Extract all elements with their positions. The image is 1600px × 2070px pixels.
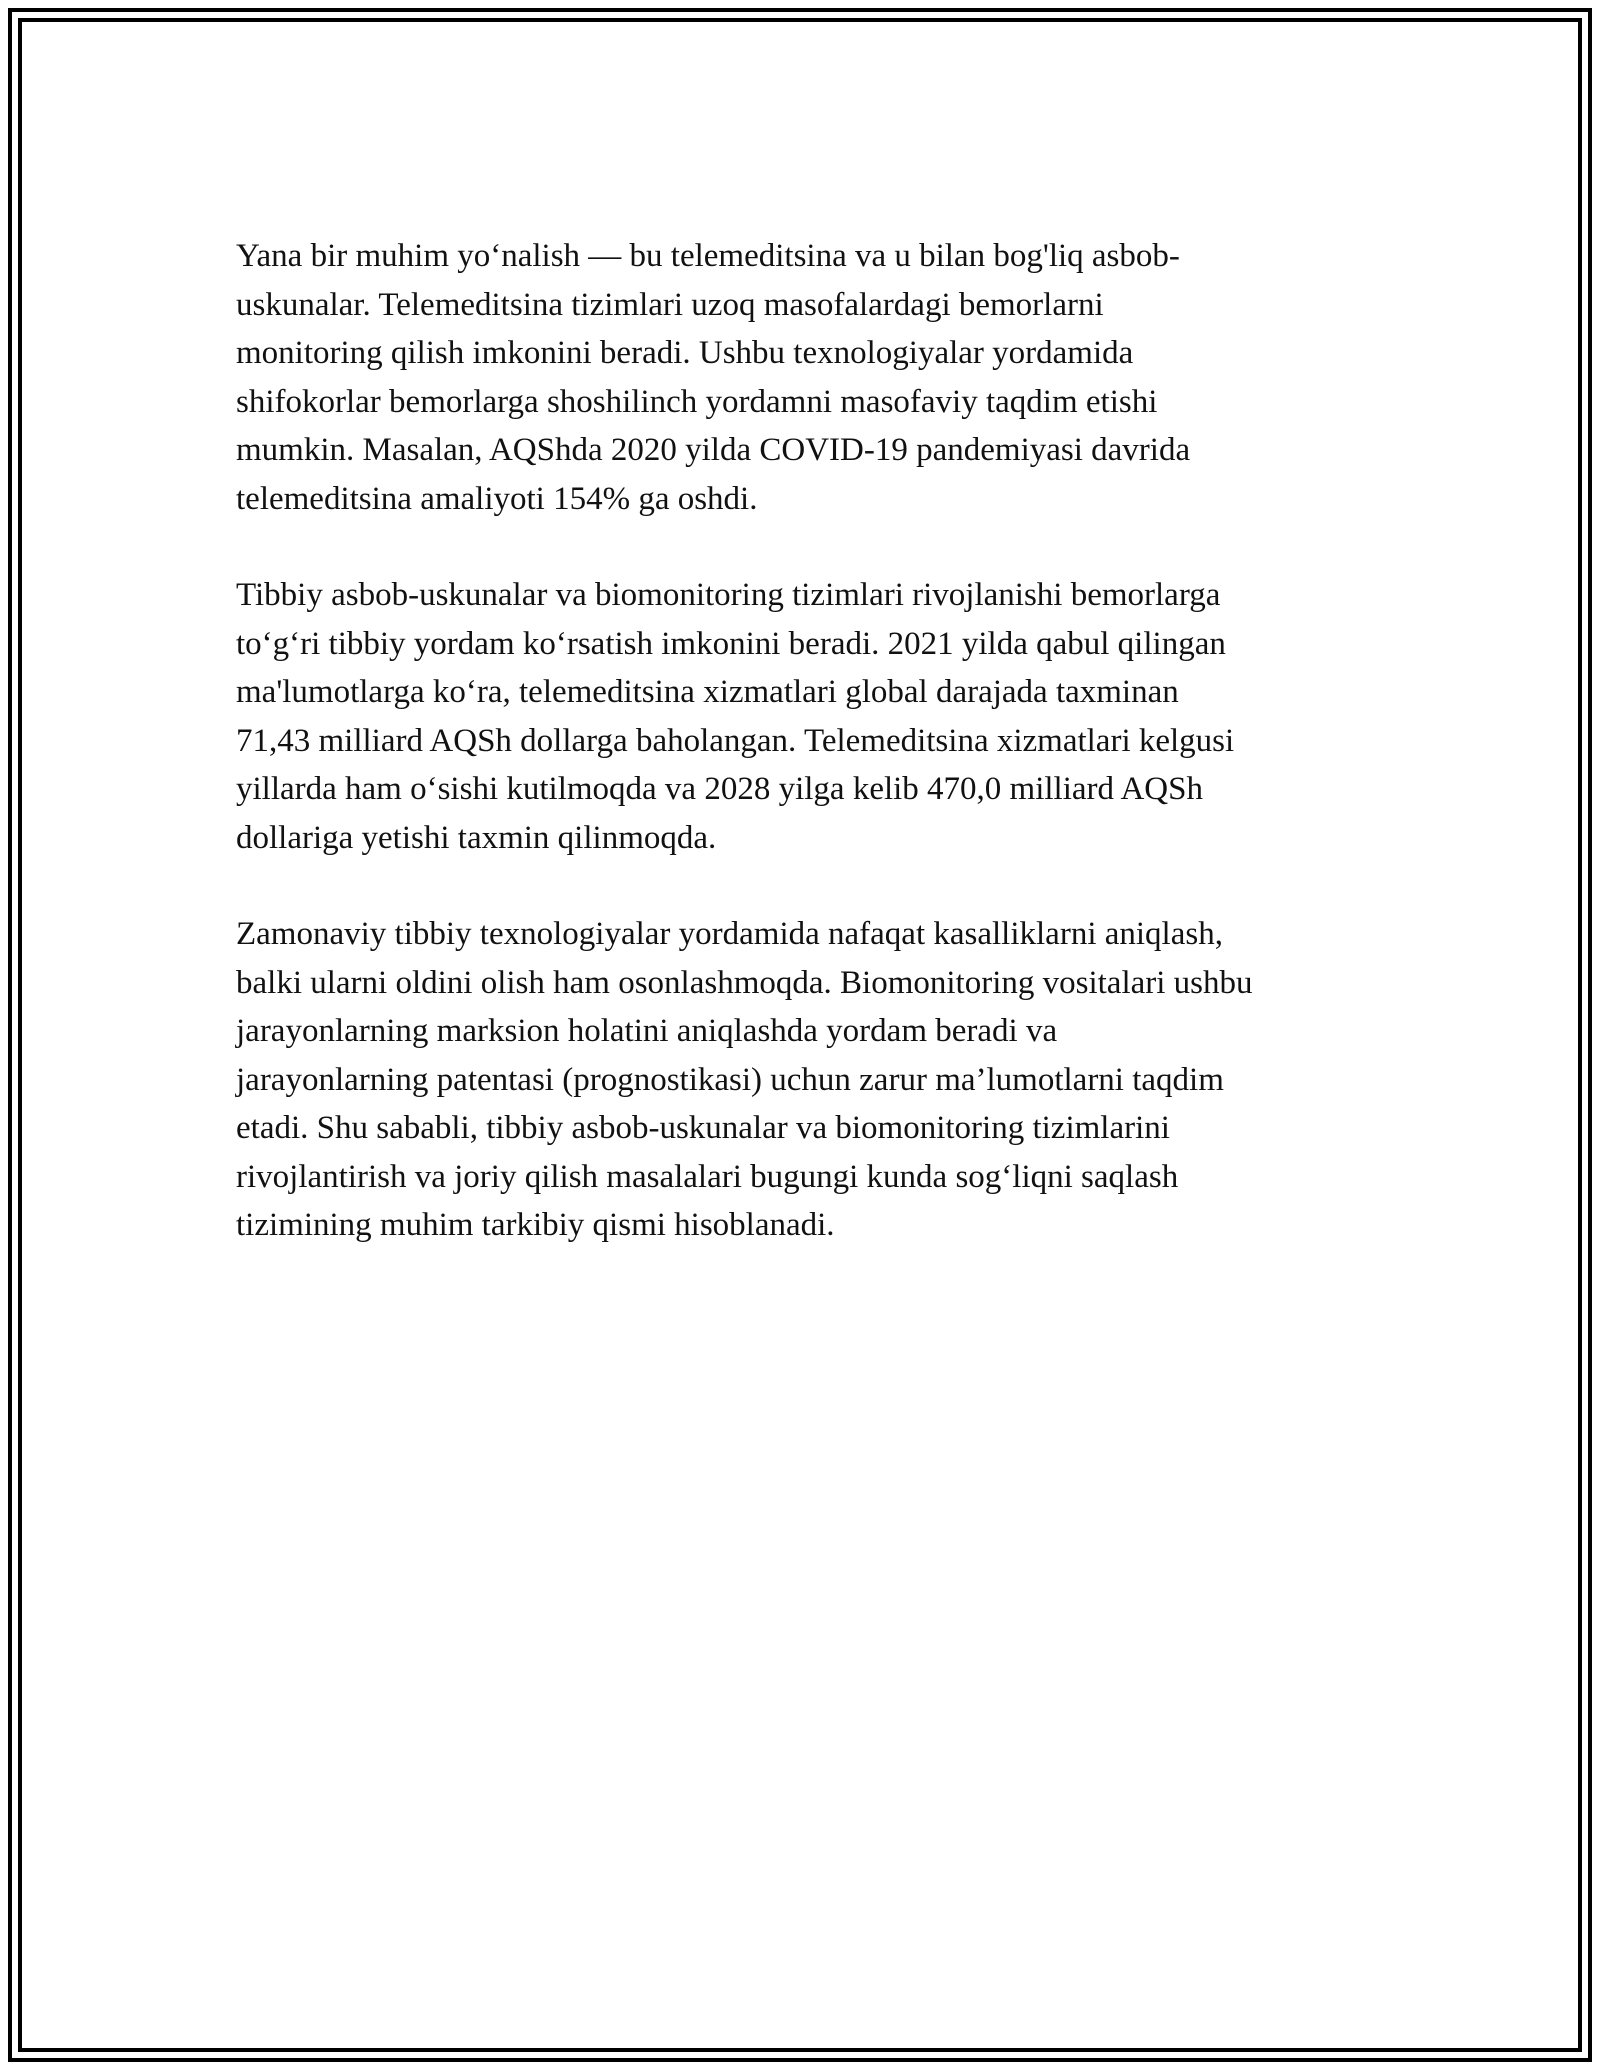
paragraph-line: dollariga yetishi taxmin qilinmoqda. bbox=[236, 819, 717, 856]
paragraph-line: shifokorlar bemorlarga shoshilinch yordamni masofaviy taqdim etishi bbox=[236, 383, 1158, 420]
paragraph-biomonitoring bbox=[236, 571, 1366, 862]
paragraph-line: mumkin. Masalan, AQShda 2020 yilda COVID-19 pandemiyasi davrida bbox=[236, 432, 1191, 468]
document-body bbox=[236, 232, 1366, 1298]
paragraph-line: Tibbiy asbob-uskunalar va biomonitoring tizimlari rivojlanishi bemorlarga bbox=[236, 577, 1221, 613]
paragraph-telemedicine bbox=[236, 232, 1366, 523]
paragraph-line: telemeditsina amaliyoti 154% ga oshdi. bbox=[236, 480, 758, 517]
paragraph-line: yillarda ham o‘sishi kutilmoqda va 2028 yilga kelib 470,0 milliard AQSh bbox=[236, 771, 1203, 807]
paragraph-line: uskunalar. Telemeditsina tizimlari uzoq masofalardagi bemorlarni bbox=[236, 286, 1104, 323]
paragraph-line: rivojlantirish va joriy qilish masalalari bugungi kunda sog‘liqni saqlash bbox=[236, 1158, 1179, 1195]
paragraph-line: jarayonlarning marksion holatini aniqlashda yordam beradi va bbox=[236, 1013, 1058, 1049]
paragraph-line: tizimining muhim tarkibiy qismi hisoblanadi. bbox=[236, 1207, 835, 1243]
paragraph-line: to‘g‘ri tibbiy yordam ko‘rsatish imkonini beradi. 2021 yilda qabul qilingan bbox=[236, 625, 1226, 662]
paragraph-line: balki ularni oldini olish ham osonlashmoqda. Biomonitoring vositalari ushbu bbox=[236, 964, 1253, 1001]
paragraph-line: monitoring qilish imkonini beradi. Ushbu texnologiyalar yordamida bbox=[236, 335, 1134, 371]
paragraph-line: jarayonlarning patentasi (prognostikasi) uchun zarur ma’lumotlarni taqdim bbox=[236, 1061, 1224, 1098]
paragraph-line: etadi. Shu sababli, tibbiy asbob-uskunalar va biomonitoring tizimlarini bbox=[236, 1110, 1170, 1146]
paragraph-line: 71,43 milliard AQSh dollarga baholangan. Telemeditsina xizmatlari kelgusi bbox=[236, 722, 1235, 759]
paragraph-modern-technologies bbox=[236, 910, 1366, 1250]
paragraph-line: Zamonaviy tibbiy texnologiyalar yordamida nafaqat kasalliklarni aniqlash, bbox=[236, 916, 1223, 952]
paragraph-line: Yana bir muhim yo‘nalish — bu telemeditsina va u bilan bog'liq asbob- bbox=[236, 238, 1180, 274]
paragraph-line: ma'lumotlarga ko‘ra, telemeditsina xizmatlari global darajada taxminan bbox=[236, 674, 1179, 710]
